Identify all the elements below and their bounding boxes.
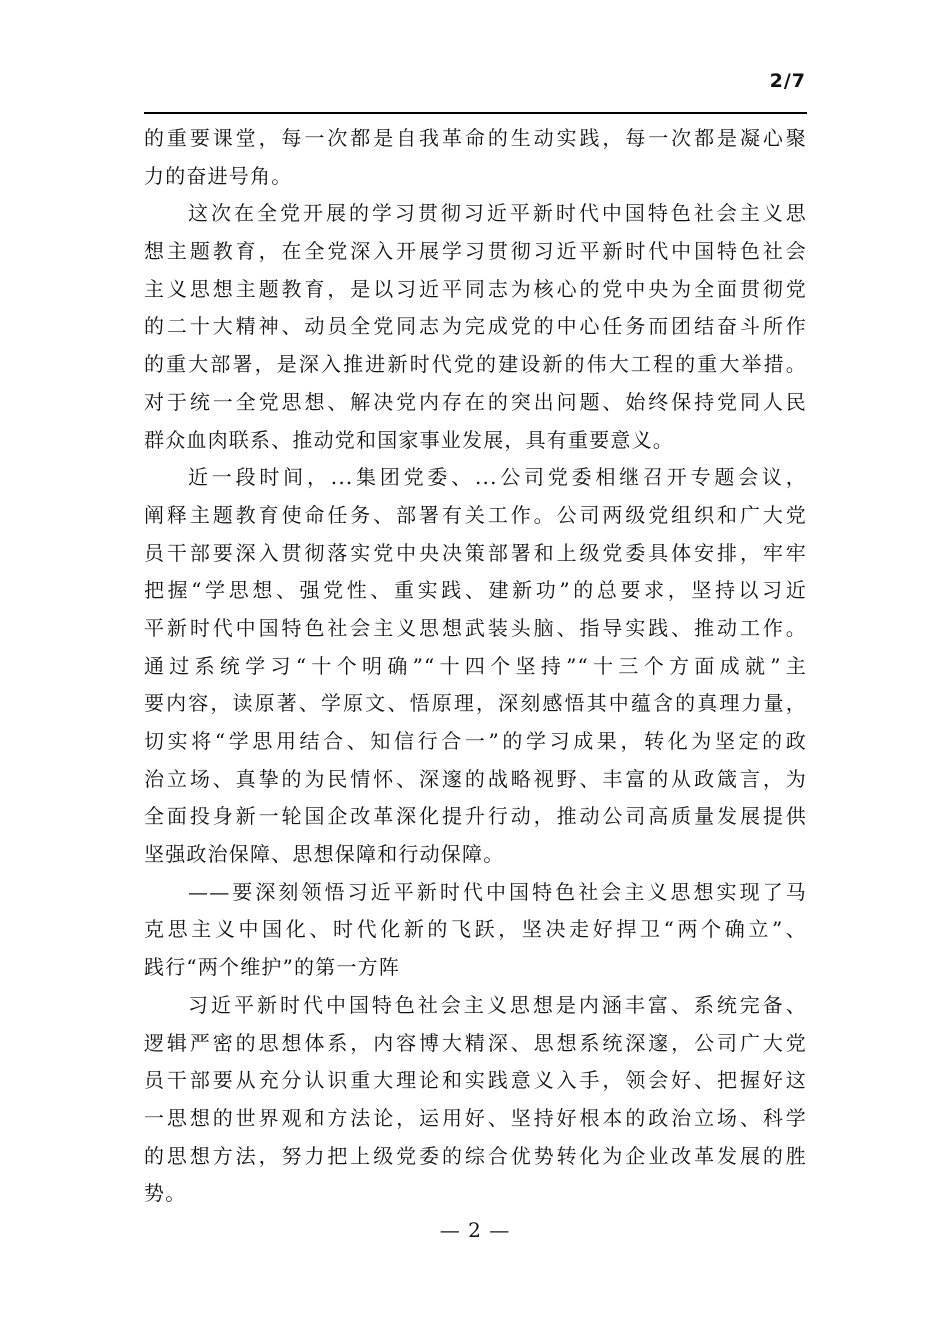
text-line: 习近平新时代中国特色社会主义思想是内涵丰富、系统完备、 <box>188 992 807 1017</box>
text-line: ——要深刻领悟习近平新时代中国特色社会主义思想实现了马 <box>188 879 807 904</box>
page-number-footer: — 2 — <box>439 1218 511 1242</box>
text-line: 逻辑严密的思想体系，内容博大精深、思想系统深邃，公司广大党 <box>144 1030 807 1055</box>
text-line: 治立场、真挚的为民情怀、深邃的战略视野、丰富的从政箴言，为 <box>144 766 807 791</box>
text-line: 克思主义中国化、时代化新的飞跃，坚决走好捍卫“两个确立”、 <box>144 917 807 942</box>
text-line: 近一段时间，...集团党委、...公司党委相继召开专题会议， <box>188 465 807 490</box>
text-line: 阐释主题教育使命任务、部署有关工作。公司两级党组织和广大党 <box>144 502 807 527</box>
page-counter: 2/7 <box>769 70 806 92</box>
header-divider <box>144 112 807 114</box>
text-line: 把握“学思想、强党性、重实践、建新功”的总要求，坚持以习近 <box>144 578 807 603</box>
text-line: 全面投身新一轮国企改革深化提升行动，推动公司高质量发展提供 <box>144 804 807 829</box>
text-line: 的二十大精神、动员全党同志为完成党的中心任务而团结奋斗所作 <box>144 314 807 339</box>
text-line: 的重要课堂，每一次都是自我革命的生动实践，每一次都是凝心聚 <box>144 126 807 150</box>
text-line: 势。 <box>144 1181 187 1206</box>
text-line: 主义思想主题教育，是以习近平同志为核心的党中央为全面贯彻党 <box>144 276 807 301</box>
text-line: 一思想的世界观和方法论，运用好、坚持好根本的政治立场、科学 <box>144 1105 807 1130</box>
text-line: 切实将“学思用结合、知信行合一”的学习成果，转化为坚定的政 <box>144 729 807 753</box>
text-line: 的思想方法，努力把上级党委的综合优势转化为企业改革发展的胜 <box>144 1143 807 1168</box>
text-line: 坚强政治保障、思想保障和行动保障。 <box>144 842 505 867</box>
text-line: 群众血肉联系、推动党和国家事业发展，具有重要意义。 <box>144 427 674 452</box>
text-line: 员干部要深入贯彻落实党中央决策部署和上级党委具体安排，牢牢 <box>144 540 807 565</box>
text-line: 想主题教育，在全党深入开展学习贯彻习近平新时代中国特色社会 <box>144 239 807 264</box>
text-line: 平新时代中国特色社会主义思想武装头脑、指导实践、推动工作。 <box>144 615 807 640</box>
text-line: 的重大部署，是深入推进新时代党的建设新的伟大工程的重大举措。 <box>144 352 807 377</box>
text-line: 这次在全党开展的学习贯彻习近平新时代中国特色社会主义思 <box>188 201 807 226</box>
text-line: 践行“两个维护”的第一方阵 <box>144 955 401 980</box>
text-line: 通过系统学习“十个明确”“十四个坚持”“十三个方面成就”主 <box>144 653 807 678</box>
document-body <box>144 120 807 1213</box>
text-line: 力的奋进号角。 <box>144 163 293 188</box>
text-line: 对于统一全党思想、解决党内存在的突出问题、始终保持党同人民 <box>144 389 807 414</box>
text-line: 员干部要从充分认识重大理论和实践意义入手，领会好、把握好这 <box>144 1068 807 1093</box>
text-line: 要内容，读原著、学原文、悟原理，深刻感悟其中蕴含的真理力量， <box>144 691 807 716</box>
